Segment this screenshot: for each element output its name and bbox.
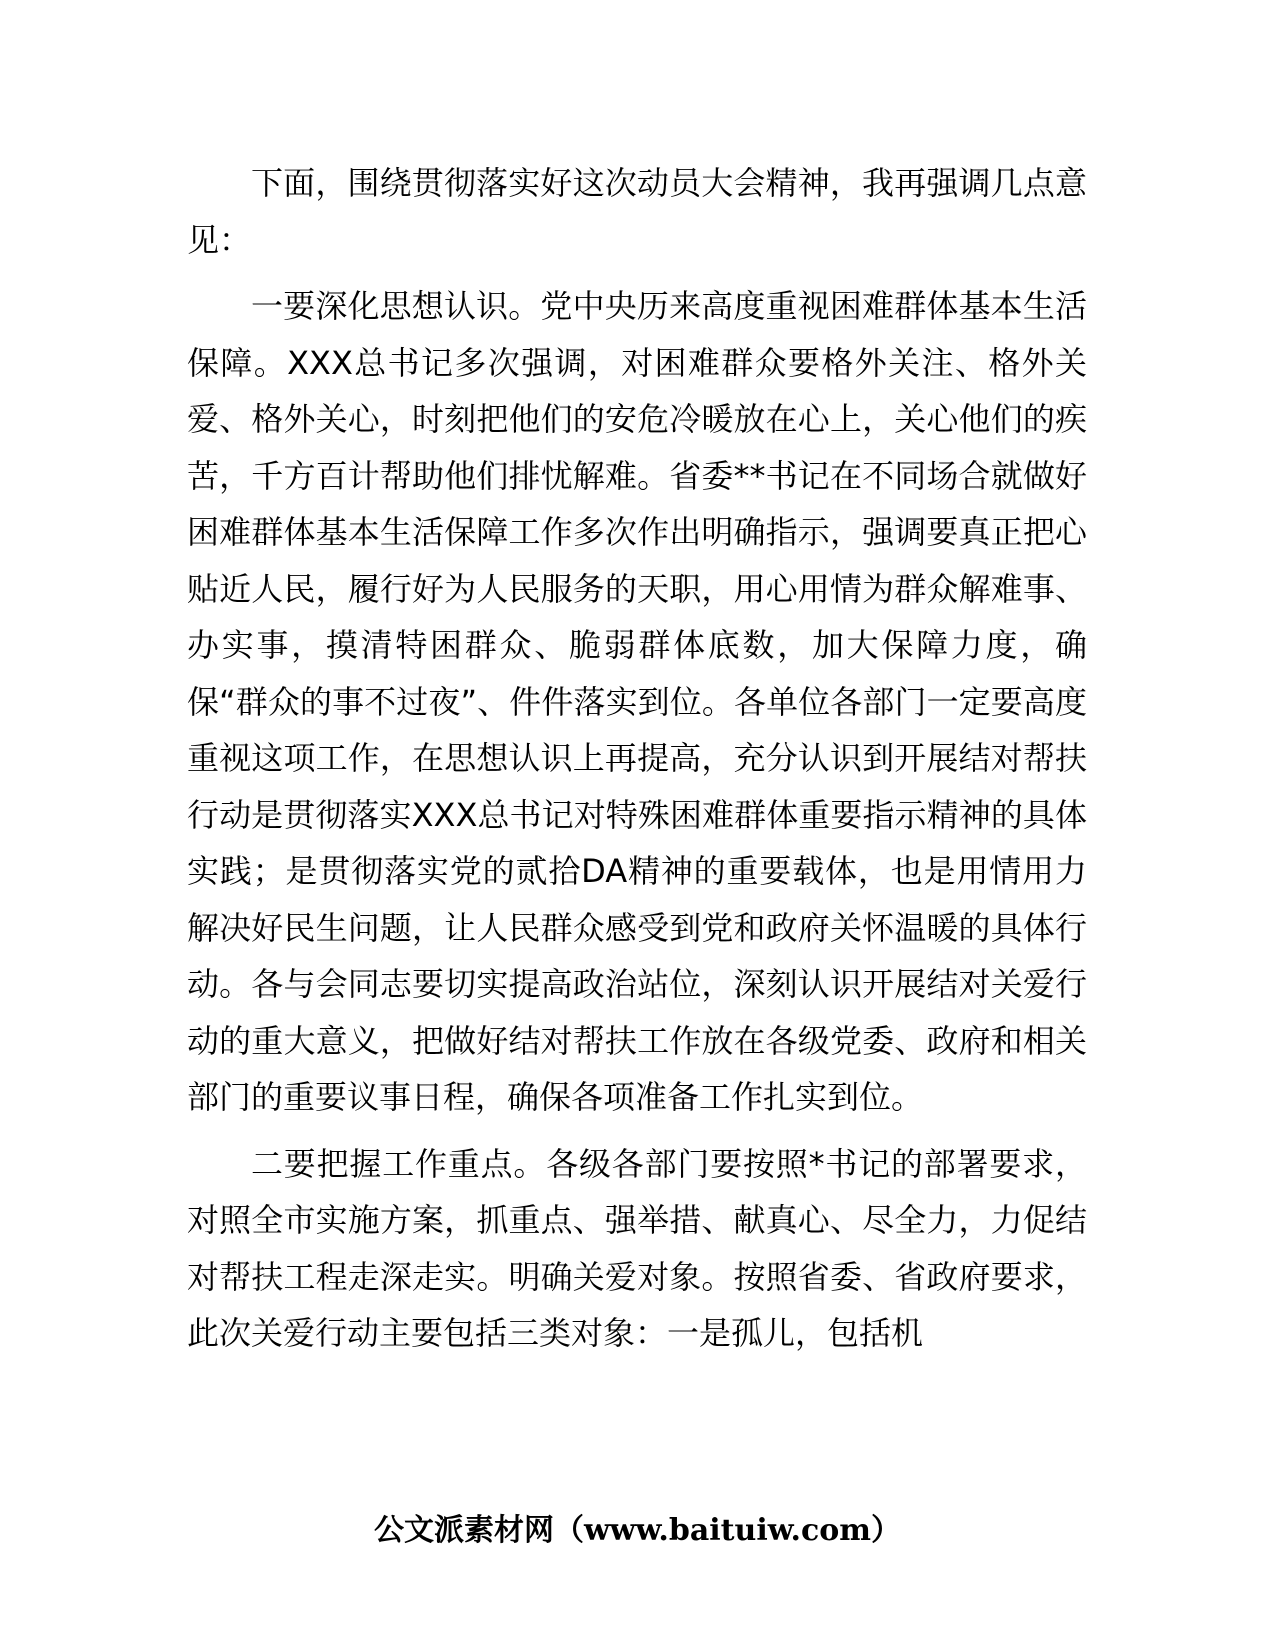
paragraph-intro: 下面，围绕贯彻落实好这次动员大会精神，我再强调几点意见： bbox=[187, 164, 1087, 259]
document-body bbox=[187, 155, 1087, 1372]
paragraph-point-one: 一要深化思想认识。党中央历来高度重视困难群体基本生活保障。XXX总书记多次强调，对困难群众要格外关注、格外关爱、格外关心，时刻把他们的安危冷暖放在心上，关心他们的疾苦，千方百计帮助他们排忧解难。省委**书记在不同场合就做好困难群体基本生活保障工作多次作出明确指示，强调要真正把心贴近人民，履行好为人民服务的天职，用心用情为群众解难事、办实事，摸清特困群众、脆弱群体底数，加大保障力度，确保“群众的事不过夜”、件件落实到位。各单位各部门一定要高度重视这项工作，在思想认识上再提高，充分认识到开展结对帮扶行动是贯彻落实XXX总书记对特殊困难群体重要指示精神的具体实践；是贯彻落实党的贰拾DA精神的重要载体，也是用情用力解决好民生问题，让人民群众感受到党和政府关怀温暖的具体行动。各与会同志要切实提高政治站位，深刻认识开展结对关爱行动的重大意义，把做好结对帮扶工作放在各级党委、政府和相关部门的重要议事日程，确保各项准备工作扎实到位。 bbox=[187, 287, 1087, 1116]
paragraph-point-two: 二要把握工作重点。各级各部门要按照*书记的部署要求，对照全市实施方案，抓重点、强举措、献真心、尽全力，力促结对帮扶工程走深走实。明确关爱对象。按照省委、省政府要求，此次关爱行动主要包括三类对象：一是孤儿，包括机 bbox=[187, 1144, 1087, 1352]
footer-watermark: 公文派素材网（www.baituiw.com） bbox=[373, 1513, 902, 1548]
